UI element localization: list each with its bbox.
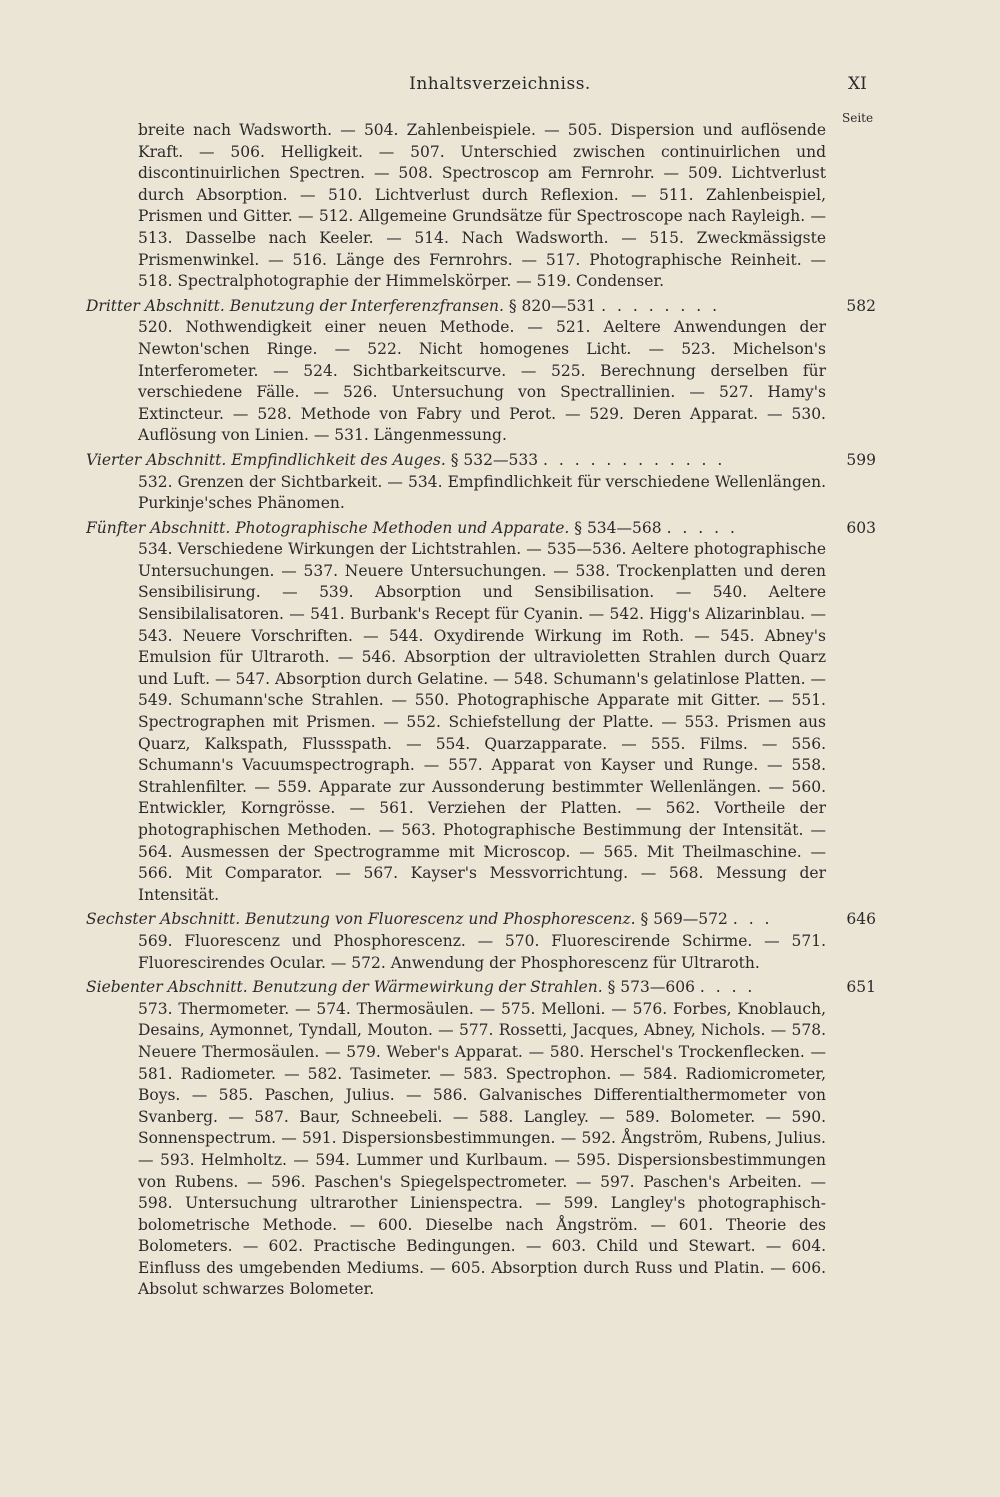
section-vierter	[86, 450, 876, 515]
section-entries: 569. Fluorescenz und Phosphorescenz. — 570. Fluorescirende Schirme. — 571. Fluorescirendes Ocular. — 572. Anwendung der Phosphorescenz für Ultraroth.	[138, 931, 826, 972]
section-heading	[86, 518, 876, 540]
section-page-number: 582	[846, 296, 876, 315]
section-title: Empfindlichkeit des Auges.	[231, 450, 446, 469]
section-page-number: 599	[846, 450, 876, 469]
section-label: Siebenter Abschnitt.	[86, 978, 248, 997]
section-label: Fünfter Abschnitt.	[86, 518, 231, 537]
leader-dots: . . .	[732, 910, 773, 929]
section-entries: 520. Nothwendigkeit einer neuen Methode. — 521. Aeltere Anwendungen der Newton'schen Ringe. — 522. Nicht homogenes Licht. — 523. Michelson's Interferometer. — 524. Sichtbarkeitscurve. — 525. Berechnung derselben für verschiedene Fälle. — 526. Untersuchung von Spectrallinien. — 527. Hamy's Extincteur. — 528. Methode von Fabry und Perot. — 529. Deren Apparat. — 530. Auflösung von Linien. — 531. Längenmessung.	[138, 318, 826, 445]
section-entries: 532. Grenzen der Sichtbarkeit. — 534. Empfindlichkeit für verschiedene Wellenlängen. Purkinje'sches Phänomen.	[138, 472, 826, 513]
section-title: Benutzung von Fluorescenz und Phosphorescenz.	[245, 910, 636, 929]
section-dritter	[86, 296, 876, 447]
section-fuenfter	[86, 518, 876, 907]
section-label: Vierter Abschnitt.	[86, 450, 227, 469]
section-range: § 534—568	[574, 518, 662, 537]
page-number: XI	[848, 74, 867, 94]
running-header-title: Inhaltsverzeichniss.	[409, 74, 591, 94]
section-page-number: 646	[846, 910, 876, 929]
section-entries: 573. Thermometer. — 574. Thermosäulen. — 575. Melloni. — 576. Forbes, Knoblauch, Desains, Aymonnet, Tyndall, Mouton. — 577. Rossetti, Jacques, Abney, Nichols. — 578. Neuere Thermosäulen. — 579. Weber's Apparat. — 580. Herschel's Trockenflecken. — 581. Radiometer. — 582. Tasimeter. — 583. Spectrophon. — 584. Radiomicrometer, Boys. — 585. Paschen, Julius. — 586. Galvanisches Differentialthermometer von Svanberg. — 587. Baur, Schneebeli. — 588. Langley. — 589. Bolometer. — 590. Sonnenspectrum. — 591. Dispersionsbestimmungen. — 592. Ångström, Rubens, Julius. — 593. Helmholtz. — 594. Lummer und Kurlbaum. — 595. Dispersionsbestimmungen von Rubens. — 596. Paschen's Spiegelspectrometer. — 597. Paschen's Arbeiten. — 598. Untersuchung ultrarother Linienspectra. — 599. Langley's photographisch-bolometrische Methode. — 600. Dieselbe nach Ångström. — 601. Theorie des Bolometers. — 602. Practische Bedingungen. — 603. Child und Stewart. — 604. Einfluss des umgebenden Mediums. — 605. Absorption durch Russ und Platin. — 606. Absolut schwarzes Bolometer.	[138, 999, 826, 1299]
section-range: § 820—531	[508, 296, 597, 315]
section-heading	[86, 296, 876, 318]
section-range: § 569—572	[640, 910, 728, 929]
table-of-contents	[86, 120, 876, 1301]
section-page-number: 603	[846, 518, 876, 537]
section-title: Photographische Methoden und Apparate.	[235, 518, 570, 537]
section-siebenter	[86, 977, 876, 1301]
section-title: Benutzung der Wärmewirkung der Strahlen.	[252, 978, 603, 997]
seite-column-label: Seite	[842, 111, 874, 125]
leader-dots: . . . . . . . .	[601, 296, 721, 315]
section-heading	[86, 909, 876, 931]
section-label: Dritter Abschnitt.	[86, 296, 225, 315]
section-range: § 573—606	[607, 978, 695, 997]
leader-dots: . . . .	[699, 978, 756, 997]
intro-paragraph: breite nach Wadsworth. — 504. Zahlenbeispiele. — 505. Dispersion und auflösende Kraft. — 506. Helligkeit. — 507. Unterschied zwischen continuirlichen und discontinuirlichen Spectren. — 508. Spectroscop am Fernrohr. — 509. Lichtverlust durch Absorption. — 510. Lichtverlust durch Reflexion. — 511. Zahlenbeispiel, Prismen und Gitter. — 512. Allgemeine Grundsätze für Spectroscope nach Rayleigh. — 513. Dasselbe nach Keeler. — 514. Nach Wadsworth. — 515. Zweckmässigste Prismenwinkel. — 516. Länge des Fernrohrs. — 517. Photographische Reinheit. — 518. Spectralphotographie der Himmelskörper. — 519. Condenser.	[138, 121, 826, 291]
leader-dots: . . . . .	[666, 518, 738, 537]
section-page-number: 651	[846, 978, 876, 997]
section-label: Sechster Abschnitt.	[86, 910, 241, 929]
section-range: § 532—533	[450, 450, 539, 469]
section-sechster	[86, 909, 876, 974]
section-heading	[86, 977, 876, 999]
section-title: Benutzung der Interferenzfransen.	[229, 296, 504, 315]
section-heading	[86, 450, 876, 472]
leader-dots: . . . . . . . . . . . .	[543, 450, 726, 469]
section-entries: 534. Verschiedene Wirkungen der Lichtstrahlen. — 535—536. Aeltere photographische Untersuchungen. — 537. Neuere Untersuchungen. — 538. Trockenplatten und deren Sensibilisirung. — 539. Absorption und Sensibilisation. — 540. Aeltere Sensibilalisatoren. — 541. Burbank's Recept für Cyanin. — 542. Higg's Alizarinblau. — 543. Neuere Vorschriften. — 544. Oxydirende Wirkung im Roth. — 545. Abney's Emulsion für Ultraroth. — 546. Absorption der ultravioletten Strahlen durch Quarz und Luft. — 547. Absorption durch Gelatine. — 548. Schumann's gelatinlose Platten. — 549. Schumann'sche Strahlen. — 550. Photographische Apparate mit Gitter. — 551. Spectrographen mit Prismen. — 552. Schiefstellung der Platte. — 553. Prismen aus Quarz, Kalkspath, Flussspath. — 554. Quarzapparate. — 555. Films. — 556. Schumann's Vacuumspectrograph. — 557. Apparat von Kayser und Runge. — 558. Strahlenfilter. — 559. Apparate zur Aussonderung bestimmter Wellenlängen. — 560. Entwickler, Korngrösse. — 561. Verziehen der Platten. — 562. Vortheile der photographischen Methoden. — 563. Photographische Bestimmung der Intensität. — 564. Ausmessen der Spectrogramme mit Microscop. — 565. Mit Theilmaschine. — 566. Mit Comparator. — 567. Kayser's Messvorrichtung. — 568. Messung der Intensität.	[138, 540, 826, 904]
